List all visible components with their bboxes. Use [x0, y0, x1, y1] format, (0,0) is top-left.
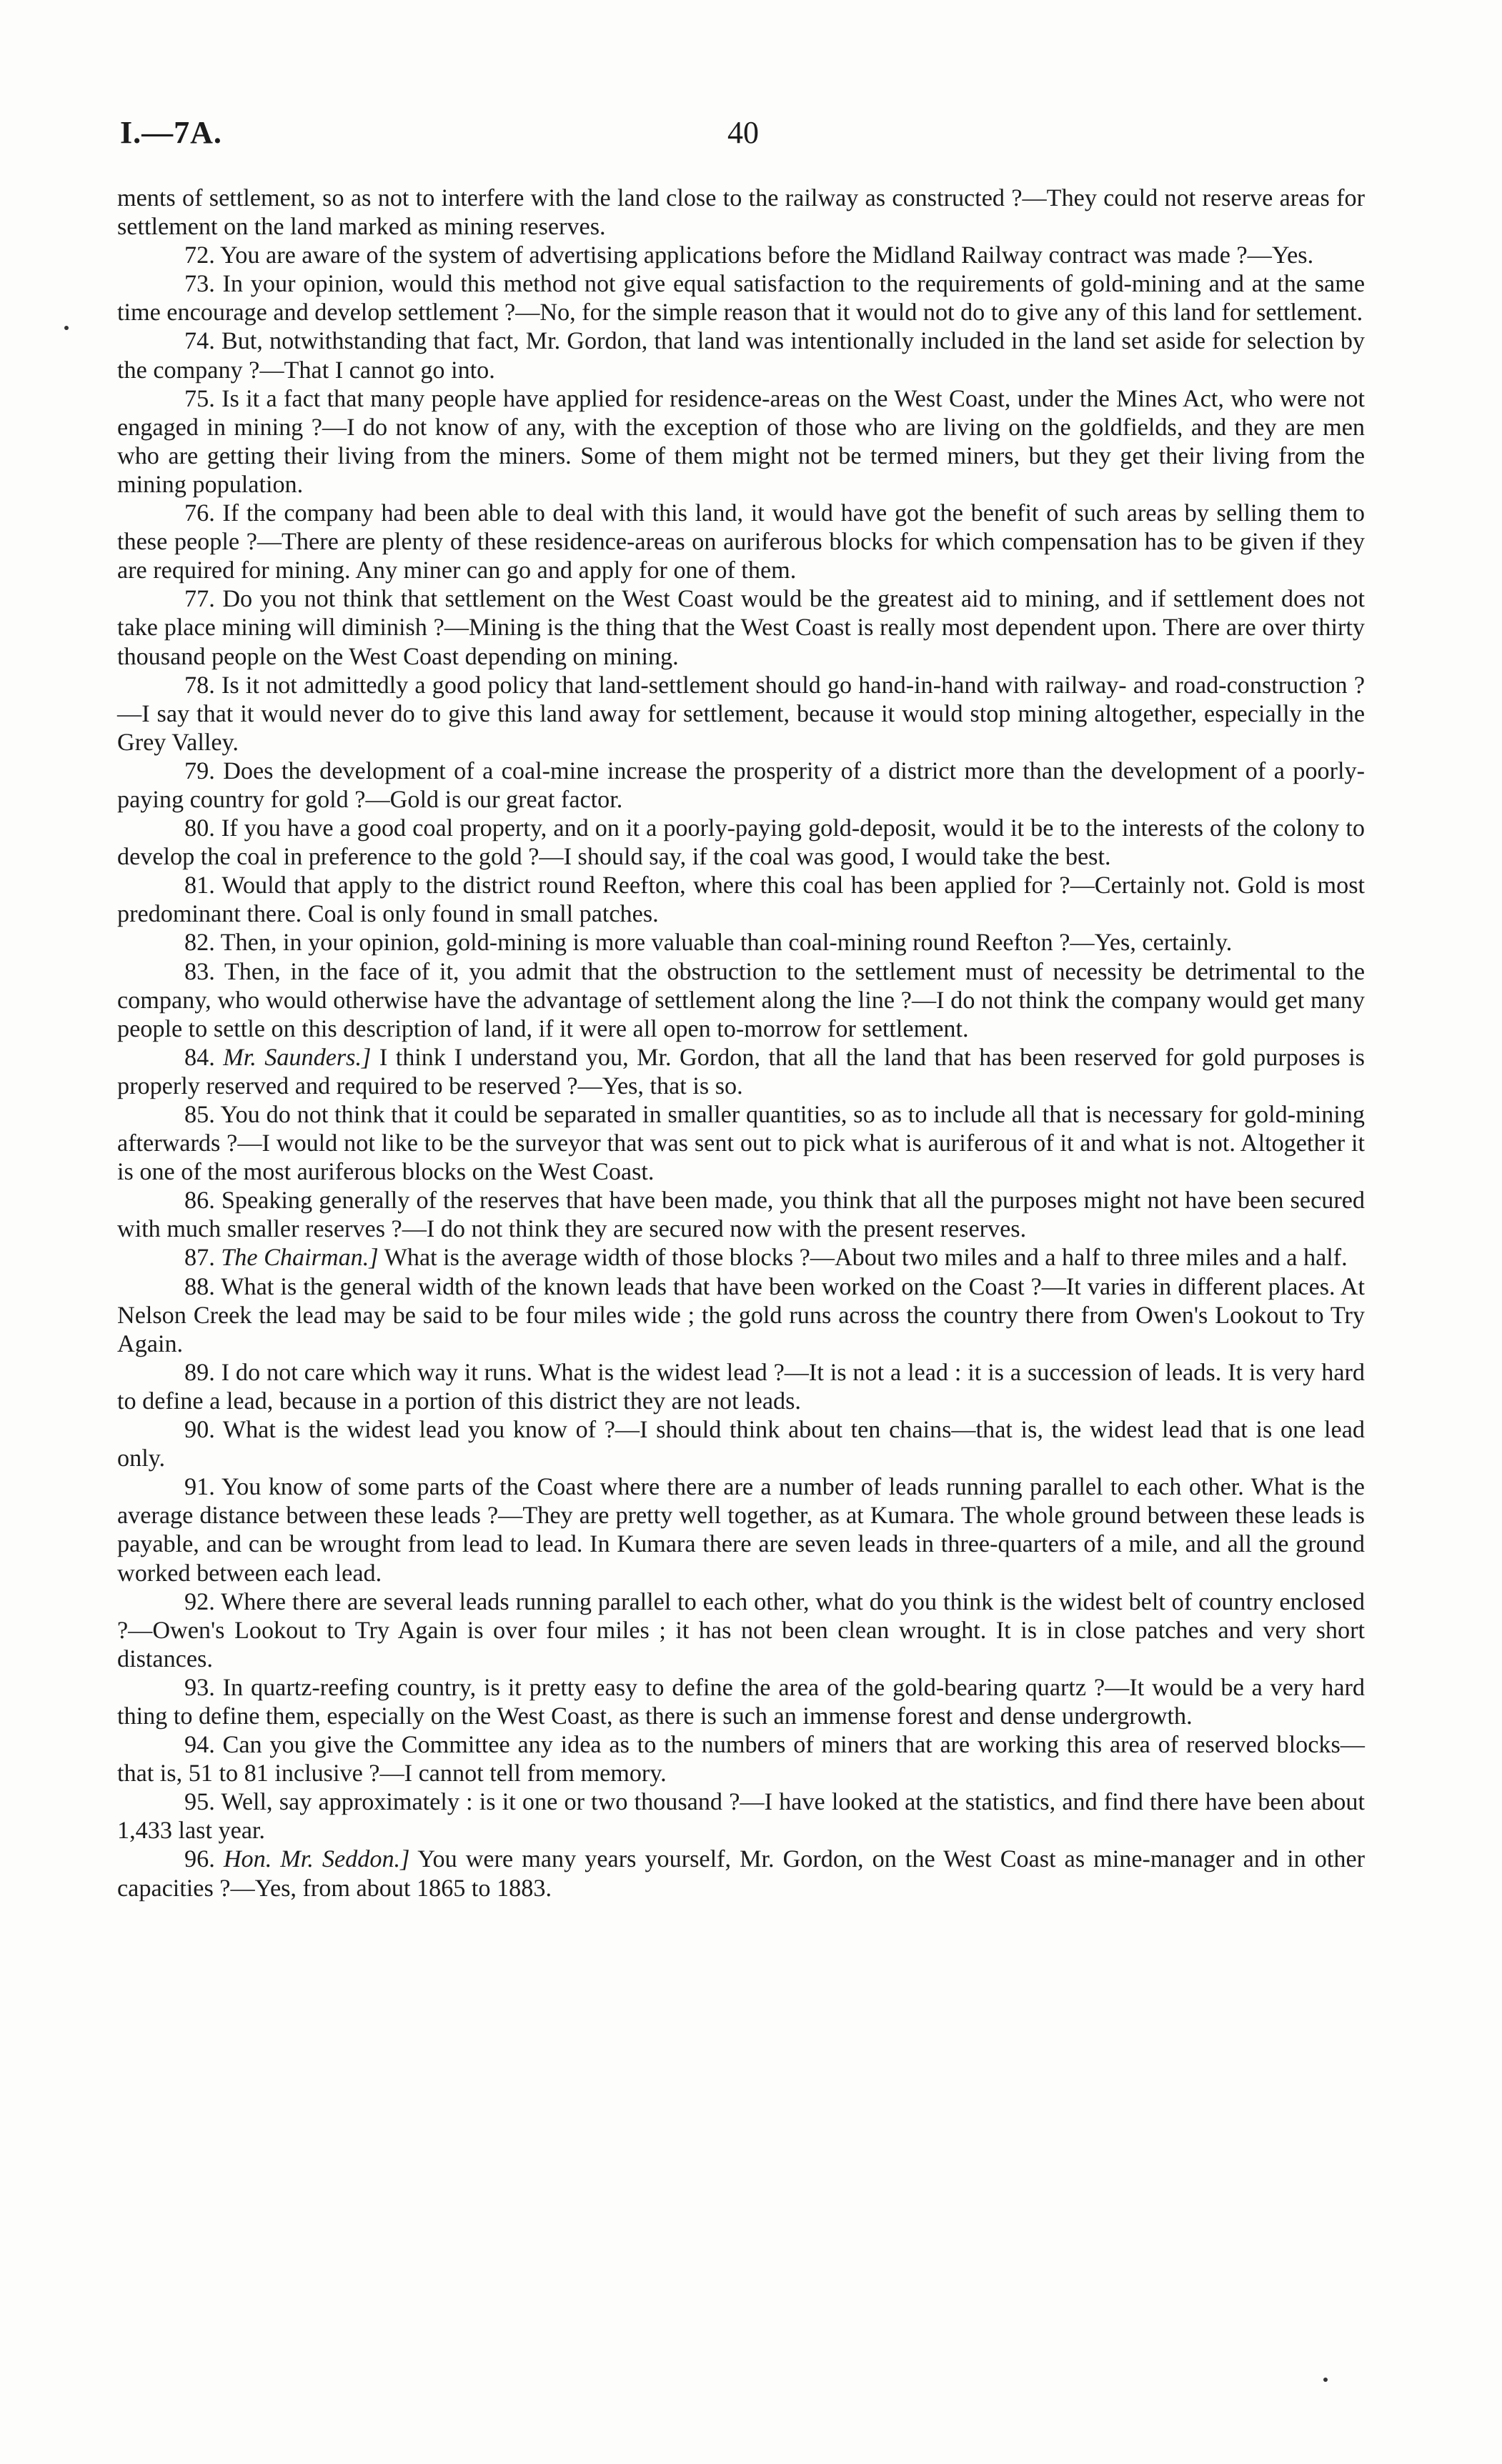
question-number: 96.	[184, 1846, 215, 1873]
question-number: 92.	[184, 1588, 215, 1615]
paragraph	[117, 1845, 1365, 1902]
paragraph-text: Well, say approximately : is it one or two thousand ?—I have looked at the statistics, and find there have been about 1,433 last year.	[117, 1789, 1365, 1845]
paragraph-text: Would that apply to the district round Reefton, where this coal has been applied for ?—Certainly not. Gold is most predominant there. Coal is only found in small patches.	[117, 872, 1365, 928]
paragraph-text: I think I understand you, Mr. Gordon, that all the land that has been reserved for gold purposes is properly reserved and required to be reserved ?—Yes, that is so.	[117, 1044, 1365, 1099]
paragraph-text: If you have a good coal property, and on it a poorly-paying gold-deposit, would it be to the interests of the colony to develop the coal in preference to the gold ?—I should say, if the coal was good, I would take the best.	[117, 815, 1365, 871]
paragraph	[117, 1187, 1365, 1244]
paragraph-text: You know of some parts of the Coast where there are a number of leads running parallel to each other. What is the average distance between these leads ?—They are pretty well together, as at Kumara. The whole ground between these leads is payable, and can be wrought from lead to lead. In Kumara there are seven leads in three-quarters of a mile, and all the ground worked between each lead.	[117, 1474, 1365, 1587]
paragraph	[117, 184, 1365, 241]
paragraph	[117, 1359, 1365, 1416]
paragraph-text: You do not think that it could be separated in smaller quantities, so as to include all that is necessary for gold-mining afterwards ?—I would not like to be the surveyor that was sent out to pick what is auriferous of it and what is not. Altogether it is one of the most auriferous blocks on the West Coast.	[117, 1102, 1365, 1186]
evidence-transcript	[117, 184, 1365, 1903]
paragraph	[117, 1788, 1365, 1845]
question-number: 72.	[184, 242, 215, 269]
paragraph	[117, 1416, 1365, 1473]
paragraph	[117, 1244, 1365, 1272]
question-number: 91.	[184, 1474, 215, 1501]
paragraph	[117, 1588, 1365, 1674]
paragraph-text: Do you not think that settlement on the West Coast would be the greatest aid to mining, and if settlement does not take place mining will diminish ?—Mining is the thing that the West Coast is really most dependent upon. There are over thirty thousand people on the West Coast depending on mining.	[117, 586, 1365, 670]
question-number: 95.	[184, 1789, 215, 1816]
paragraph-text: What is the average width of those blocks ?—About two miles and a half to three miles and a half.	[384, 1245, 1348, 1272]
paragraph-text: Then, in your opinion, gold-mining is more valuable than coal-mining round Reefton ?—Yes, certainly.	[220, 929, 1233, 957]
paragraph	[117, 327, 1365, 384]
question-number: 89.	[184, 1359, 215, 1386]
paragraph	[117, 270, 1365, 327]
paragraph	[117, 929, 1365, 957]
question-number: 93.	[184, 1674, 215, 1701]
question-number: 75.	[184, 385, 215, 412]
question-number: 83.	[184, 958, 215, 985]
question-number: 78.	[184, 672, 215, 699]
question-number: 90.	[184, 1417, 215, 1444]
paragraph	[117, 672, 1365, 757]
paragraph	[117, 1101, 1365, 1187]
question-number: 84.	[184, 1044, 215, 1071]
paragraph	[117, 585, 1365, 671]
paragraph-text: Speaking generally of the reserves that have been made, you think that all the purposes might not have been secured with much smaller reserves ?—I do not think they are secured now with the present reserves.	[117, 1187, 1366, 1243]
paragraph-text: Then, in the face of it, you admit that the obstruction to the settlement must of necessity be detrimental to the company, who would otherwise have the advantage of settlement along the line ?—I do not think the company would get many people to settle on this description of land, if it were all open to-morrow for settlement.	[117, 958, 1365, 1042]
question-number: 76.	[184, 500, 215, 527]
paragraph	[117, 814, 1365, 872]
paragraph-text: Does the development of a coal-mine increase the prosperity of a district more than the development of a poorly-paying country for gold ?—Gold is our great factor.	[117, 757, 1365, 813]
paragraph	[117, 385, 1365, 499]
margin-dot	[1323, 2378, 1328, 2382]
paragraph-text: What is the widest lead you know of ?—I should think about ten chains—that is, the widest lead that is one lead only.	[117, 1417, 1365, 1472]
document-reference: I.—7A.	[120, 115, 222, 150]
speaker-label: Hon. Mr. Seddon.]	[223, 1846, 410, 1873]
question-number: 79.	[184, 757, 215, 784]
page-number: 40	[727, 115, 759, 150]
question-number: 73.	[184, 271, 215, 298]
paragraph	[117, 958, 1365, 1044]
question-number: 81.	[184, 872, 215, 899]
paragraph-text: But, notwithstanding that fact, Mr. Gordon, that land was intentionally included in the land set aside for selection by the company ?—That I cannot go into.	[117, 328, 1366, 384]
speaker-label: Mr. Saunders.]	[223, 1044, 372, 1071]
paragraph-text: Is it not admittedly a good policy that land-settlement should go hand-in-hand with railway- and road-construction ?—I say that it would never do to give this land away for settlement, because it would stop mining altogether, especially in the Grey Valley.	[117, 672, 1365, 756]
paragraph	[117, 1473, 1365, 1587]
question-number: 94.	[184, 1732, 215, 1759]
question-number: 87.	[184, 1245, 215, 1272]
question-number: 88.	[184, 1273, 215, 1300]
question-number: 85.	[184, 1102, 215, 1128]
paragraph-text: I do not care which way it runs. What is the widest lead ?—It is not a lead : it is a succession of leads. It is very hard to define a lead, because in a portion of this district they are not leads.	[117, 1359, 1366, 1415]
paragraph	[117, 1731, 1365, 1788]
paragraph	[117, 872, 1365, 929]
paragraph	[117, 1674, 1365, 1731]
paragraph-text: In your opinion, would this method not give equal satisfaction to the requirements of gold-mining and at the same time encourage and develop settlement ?—No, for the simple reason that it would not do to give any of this land for settlement.	[117, 271, 1365, 326]
paragraph-text: If the company had been able to deal with this land, it would have got the benefit of such areas by selling them to these people ?—There are plenty of these residence-areas on auriferous blocks for which compensation has to be given if they are required for mining. Any miner can go and apply for one of them.	[117, 500, 1366, 584]
question-number: 77.	[184, 586, 215, 613]
paragraph-text: In quartz-reefing country, is it pretty easy to define the area of the gold-bearing quartz ?—It would be a very hard thing to define them, especially on the West Coast, as there is such an immense forest and dense undergrowth.	[117, 1674, 1366, 1730]
paragraph	[117, 499, 1365, 585]
margin-dot	[64, 326, 69, 330]
question-number: 74.	[184, 328, 215, 355]
paragraph	[117, 1044, 1365, 1101]
question-number: 82.	[184, 929, 215, 957]
paragraph	[117, 241, 1365, 270]
paragraph	[117, 1273, 1365, 1359]
question-number: 86.	[184, 1187, 215, 1214]
paragraph-text: What is the general width of the known leads that have been worked on the Coast ?—It varies in different places. At Nelson Creek the lead may be said to be four miles wide ; the gold runs across the country there from Owen's Lookout to Try Again.	[117, 1273, 1365, 1357]
paragraph-text: Where there are several leads running parallel to each other, what do you think is the widest belt of country enclosed ?—Owen's Lookout to Try Again is over four miles ; it has not been clean wrought. It is in close patches and very short distances.	[117, 1588, 1365, 1672]
paragraph-text: You were many years yourself, Mr. Gordon, on the West Coast as mine-manager and in other capacities ?—Yes, from about 1865 to 1883.	[117, 1846, 1366, 1902]
paragraph-text: Is it a fact that many people have applied for residence-areas on the West Coast, under the Mines Act, who were not engaged in mining ?—I do not know of any, with the exception of those who are living on the goldfields, and they are men who are getting their living from the miners. Some of them might not be termed miners, but they get their living from the mining population.	[117, 385, 1365, 498]
question-number: 80.	[184, 815, 215, 842]
paragraph-text: You are aware of the system of advertising applications before the Midland Railway contract was made ?—Yes.	[220, 242, 1314, 269]
paragraph	[117, 757, 1365, 814]
page-header	[120, 114, 1375, 157]
paragraph-text: ments of settlement, so as not to interfere with the land close to the railway as constructed ?—They could not reserve areas for settlement on the land marked as mining reserves.	[117, 185, 1365, 241]
paragraph-text: Can you give the Committee any idea as to the numbers of miners that are working this area of reserved blocks—that is, 51 to 81 inclusive ?—I cannot tell from memory.	[117, 1732, 1365, 1787]
speaker-label: The Chairman.]	[221, 1245, 379, 1272]
